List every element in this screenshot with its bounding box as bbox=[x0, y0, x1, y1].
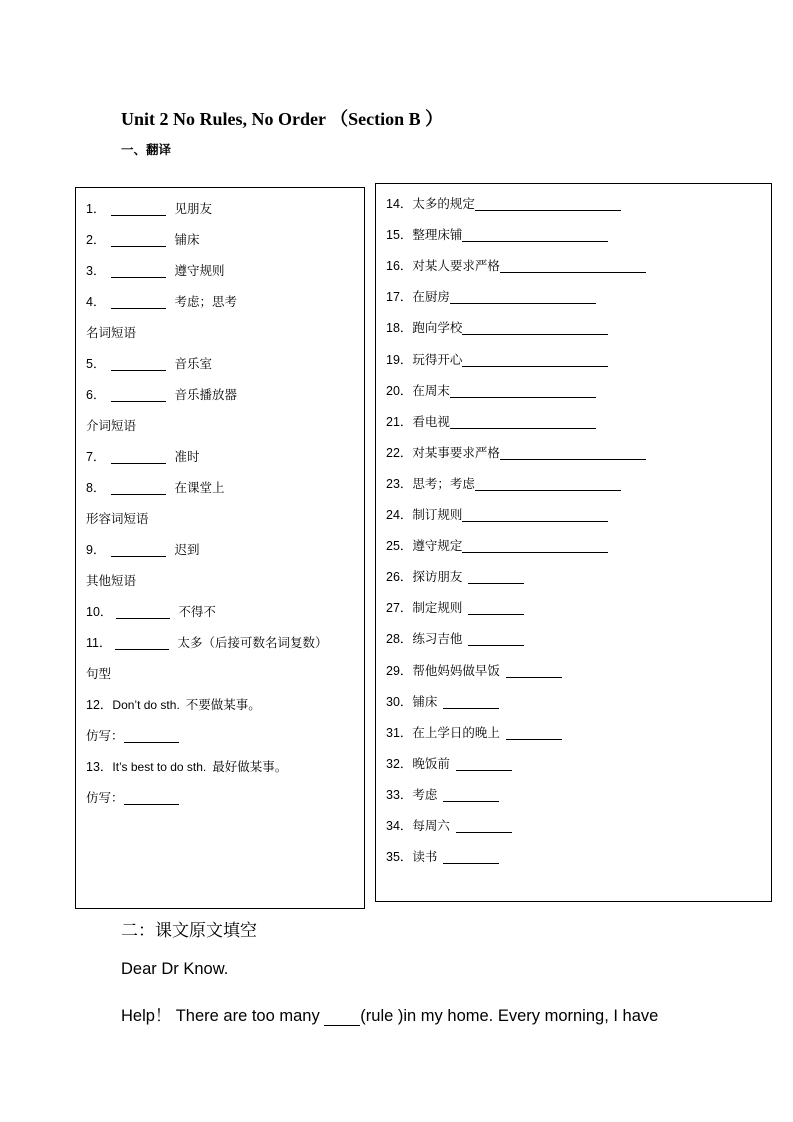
list-item bbox=[86, 664, 111, 684]
answer-blank[interactable] bbox=[468, 570, 524, 584]
item-number: 16． bbox=[386, 259, 413, 274]
item-number: 18． bbox=[386, 321, 413, 336]
page-title: Unit 2 No Rules, No Order （Section B ） bbox=[121, 109, 444, 129]
list-item bbox=[86, 788, 179, 808]
item-prompt: 读书 bbox=[412, 849, 438, 865]
item-prompt: 对某事要求严格 bbox=[412, 444, 500, 460]
category-heading: 句型 bbox=[86, 666, 112, 681]
list-item bbox=[386, 567, 524, 587]
list-item bbox=[86, 354, 212, 374]
passage-line-1-end: (rule )in my home. Every morning, I have bbox=[360, 1007, 659, 1025]
category-heading: 其他短语 bbox=[86, 573, 137, 588]
category-heading: 形容词短语 bbox=[86, 511, 149, 526]
item-number: 30． bbox=[386, 694, 413, 709]
item-prompt: 晚饭前 bbox=[412, 755, 450, 771]
item-number: 31． bbox=[386, 725, 413, 740]
answer-blank[interactable] bbox=[111, 450, 166, 464]
list-item bbox=[386, 661, 562, 681]
answer-blank[interactable] bbox=[443, 695, 499, 709]
imitate-blank[interactable] bbox=[124, 791, 179, 805]
category-heading: 名词短语 bbox=[86, 325, 137, 340]
list-item bbox=[86, 571, 136, 591]
answer-blank[interactable] bbox=[115, 636, 169, 650]
item-prompt: 制定规则 bbox=[412, 600, 463, 616]
item-prompt: 思考；考虑 bbox=[412, 475, 475, 491]
item-number: 24． bbox=[386, 508, 413, 522]
category-heading: 介词短语 bbox=[86, 418, 137, 433]
list-item bbox=[86, 509, 149, 529]
answer-blank[interactable] bbox=[468, 632, 524, 646]
item-prompt: 遵守规则 bbox=[174, 263, 225, 278]
item-number: 7． bbox=[86, 450, 106, 464]
answer-blank[interactable] bbox=[111, 543, 166, 557]
item-prompt: 太多的规定 bbox=[412, 196, 475, 211]
item-number: 2． bbox=[86, 233, 106, 247]
answer-blank[interactable] bbox=[475, 197, 621, 211]
answer-blank[interactable] bbox=[111, 233, 166, 247]
section2-heading: 二：课文原文填空 bbox=[121, 921, 257, 941]
item-number: 12． bbox=[86, 698, 113, 712]
item-prompt: 不得不 bbox=[178, 604, 216, 619]
list-item bbox=[386, 350, 608, 370]
item-number: 21． bbox=[386, 414, 413, 429]
item-number: 22． bbox=[386, 445, 413, 460]
answer-blank[interactable] bbox=[443, 850, 499, 864]
list-item bbox=[386, 443, 646, 463]
item-number: 13． bbox=[86, 760, 113, 774]
list-item bbox=[86, 602, 216, 622]
answer-blank[interactable] bbox=[506, 726, 562, 740]
item-number: 8． bbox=[86, 481, 106, 495]
list-item bbox=[86, 540, 199, 560]
item-prompt: 跑向学校 bbox=[412, 320, 463, 336]
item-prompt: 在上学日的晚上 bbox=[412, 724, 500, 740]
list-item bbox=[86, 199, 212, 219]
item-prompt: 帮他妈妈做早饭 bbox=[412, 662, 500, 678]
answer-blank[interactable] bbox=[462, 353, 608, 367]
passage-line-1 bbox=[121, 1002, 658, 1026]
item-prompt: 看电视 bbox=[412, 413, 450, 429]
imitate-label: 仿写： bbox=[86, 728, 124, 743]
item-prompt: 在课堂上 bbox=[174, 480, 225, 495]
sentence-pattern: Don’t do sth. bbox=[112, 698, 180, 712]
item-prompt: 玩得开心 bbox=[412, 351, 463, 367]
list-item bbox=[386, 474, 621, 494]
item-number: 5． bbox=[86, 357, 106, 371]
item-number: 35． bbox=[386, 850, 413, 865]
answer-blank[interactable] bbox=[468, 601, 524, 615]
item-number: 17． bbox=[386, 290, 413, 305]
item-prompt: 见朋友 bbox=[174, 201, 212, 216]
answer-blank[interactable] bbox=[450, 290, 596, 304]
item-number: 26． bbox=[386, 570, 413, 585]
item-number: 1． bbox=[86, 202, 106, 216]
list-item bbox=[386, 256, 646, 276]
answer-blank[interactable] bbox=[111, 202, 166, 216]
answer-blank[interactable] bbox=[462, 228, 608, 242]
sentence-meaning: 不要做某事。 bbox=[185, 697, 261, 712]
list-item bbox=[86, 447, 199, 467]
list-item bbox=[86, 633, 328, 653]
list-item bbox=[86, 726, 179, 746]
item-number: 14． bbox=[386, 197, 413, 211]
answer-blank[interactable] bbox=[116, 605, 170, 619]
item-number: 9． bbox=[86, 543, 106, 557]
item-number: 4． bbox=[86, 295, 106, 309]
list-item bbox=[86, 416, 136, 436]
sentence-pattern: It’s best to do sth. bbox=[112, 760, 207, 774]
list-item bbox=[386, 754, 512, 774]
list-item bbox=[386, 847, 499, 867]
answer-blank[interactable] bbox=[111, 481, 166, 495]
item-prompt: 制订规则 bbox=[412, 507, 463, 522]
item-prompt: 考虑 bbox=[412, 786, 438, 802]
left-exercise-box bbox=[75, 187, 365, 909]
answer-blank[interactable] bbox=[500, 259, 646, 273]
answer-blank[interactable] bbox=[462, 508, 608, 522]
right-exercise-box bbox=[375, 183, 772, 902]
item-prompt: 音乐室 bbox=[174, 356, 212, 371]
item-prompt: 每周六 bbox=[412, 818, 450, 833]
item-number: 27． bbox=[386, 601, 413, 616]
item-prompt: 迟到 bbox=[174, 542, 200, 557]
item-prompt: 考虑；思考 bbox=[174, 294, 237, 309]
list-item bbox=[386, 536, 608, 556]
item-prompt: 准时 bbox=[174, 449, 200, 464]
answer-blank[interactable] bbox=[111, 264, 166, 278]
item-prompt: 探访朋友 bbox=[412, 569, 463, 585]
item-prompt: 铺床 bbox=[412, 693, 438, 709]
item-prompt: 练习吉他 bbox=[412, 631, 463, 647]
list-item bbox=[86, 261, 224, 281]
item-number: 20． bbox=[386, 383, 413, 398]
item-number: 25． bbox=[386, 539, 413, 554]
item-number: 23． bbox=[386, 476, 413, 491]
item-number: 19． bbox=[386, 352, 413, 367]
answer-blank[interactable] bbox=[475, 477, 621, 491]
section1-heading: 一、翻译 bbox=[121, 142, 172, 157]
list-item bbox=[86, 385, 237, 405]
list-item bbox=[386, 318, 608, 338]
answer-blank[interactable] bbox=[462, 321, 608, 335]
answer-blank[interactable] bbox=[443, 788, 499, 802]
item-prompt: 音乐播放器 bbox=[174, 387, 237, 402]
item-number: 34． bbox=[386, 819, 413, 833]
sentence-meaning: 最好做某事。 bbox=[212, 759, 288, 774]
list-item bbox=[86, 757, 287, 777]
answer-blank[interactable] bbox=[500, 446, 646, 460]
item-prompt: 对某人要求严格 bbox=[412, 258, 500, 274]
list-item bbox=[386, 692, 499, 712]
answer-blank[interactable] bbox=[456, 757, 512, 771]
answer-blank[interactable] bbox=[506, 664, 562, 678]
list-item bbox=[386, 225, 608, 245]
item-number: 11． bbox=[86, 636, 112, 650]
list-item bbox=[386, 723, 562, 743]
answer-blank[interactable] bbox=[111, 388, 166, 402]
list-item bbox=[386, 505, 608, 525]
item-prompt: 遵守规定 bbox=[412, 538, 463, 554]
list-item bbox=[86, 230, 199, 250]
item-number: 32． bbox=[386, 756, 413, 771]
item-number: 29． bbox=[386, 663, 413, 678]
passage-line-1-start: Help！ There are too many bbox=[121, 1007, 325, 1025]
item-number: 15． bbox=[386, 228, 413, 243]
imitate-blank[interactable] bbox=[124, 729, 179, 743]
list-item bbox=[386, 629, 524, 649]
answer-blank[interactable] bbox=[111, 357, 166, 371]
list-item bbox=[86, 323, 136, 343]
item-number: 3． bbox=[86, 264, 106, 278]
list-item bbox=[386, 785, 499, 805]
item-number: 28． bbox=[386, 632, 413, 647]
list-item bbox=[386, 287, 596, 307]
passage-greeting: Dear Dr Know. bbox=[121, 960, 229, 978]
item-prompt: 铺床 bbox=[174, 232, 200, 247]
answer-blank[interactable] bbox=[462, 539, 608, 553]
answer-blank[interactable] bbox=[450, 415, 596, 429]
item-prompt: 在厨房 bbox=[412, 289, 450, 305]
item-number: 6． bbox=[86, 388, 106, 402]
imitate-label: 仿写： bbox=[86, 790, 124, 805]
answer-blank[interactable] bbox=[111, 295, 166, 309]
answer-blank[interactable] bbox=[456, 819, 512, 833]
list-item bbox=[86, 695, 261, 715]
list-item bbox=[86, 478, 224, 498]
item-prompt: 太多（后接可数名词复数） bbox=[177, 635, 328, 650]
item-number: 33． bbox=[386, 787, 413, 802]
list-item bbox=[386, 598, 524, 618]
list-item bbox=[386, 194, 621, 214]
list-item bbox=[386, 816, 512, 836]
passage-blank[interactable] bbox=[324, 1011, 360, 1026]
item-prompt: 整理床铺 bbox=[412, 227, 463, 243]
item-number: 10． bbox=[86, 605, 113, 619]
answer-blank[interactable] bbox=[450, 384, 596, 398]
list-item bbox=[386, 381, 596, 401]
list-item bbox=[386, 412, 596, 432]
item-prompt: 在周末 bbox=[412, 382, 450, 398]
list-item bbox=[86, 292, 237, 312]
